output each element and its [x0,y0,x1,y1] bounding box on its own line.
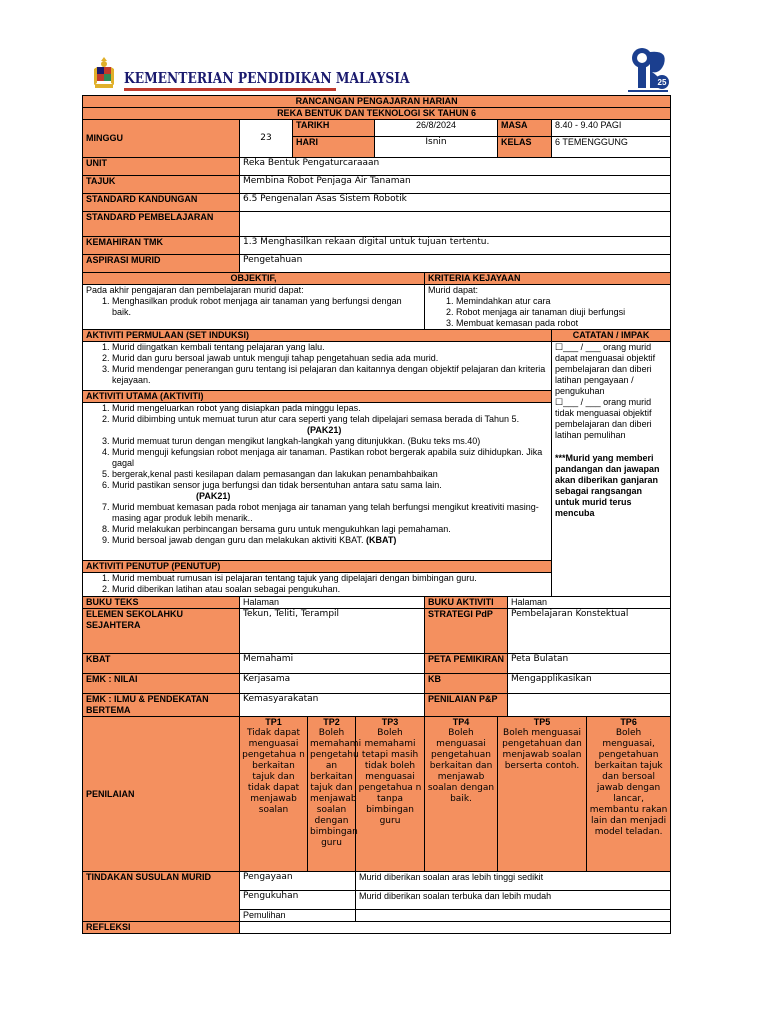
pak21-tag: (PAK21) [307,425,342,435]
penilaian-label: PENILAIAN [83,717,240,872]
lesson-plan-table [82,95,671,934]
permulaan-item: 1. Murid diingatkan kembali tentang pelajaran yang lalu. [112,342,548,353]
penutup-list [86,573,548,595]
minggu-value: 23 [240,120,293,158]
title-row-1 [83,96,671,108]
kb-label: KB [425,674,508,694]
tp6-cell: TP6 Boleh menguasai, pengetahuan berkaitan tajuk dan bersoal jawab dengan lancar, membantu rakan lain dan menjadi model teladan. [587,717,671,872]
tindakan-value: Murid diberikan soalan terbuka dan lebih mudah [356,891,671,910]
emk-ilmu-label: EMK : ILMU & PENDEKATAN BERTEMA [83,694,240,717]
tindakan-row-1 [83,872,671,891]
logo-number: 25 [657,78,667,87]
utama-item: 7. Murid membuat kemasan pada robot menjaga air tanaman yang telah berfungsi mengikut kreativiti masing-masing agar produk lebih menarik.. [112,502,548,524]
penutup-label: AKTIVITI PENUTUP (PENUTUP) [83,561,552,573]
kbat-value: Memahami [240,654,425,674]
emk-nilai-label: EMK : NILAI [83,674,240,694]
objektif-item: 1. Menghasilkan produk robot menjaga air tanaman yang berfungsi dengan baik. [112,296,421,318]
tindakan-value: Murid diberikan soalan aras lebih tinggi sedikit [356,872,671,891]
title-row-2 [83,108,671,120]
tindakan-key: Pemulihan [240,910,356,922]
refleksi-value [240,922,671,934]
penilaian-pp-value [508,694,671,717]
catatan-line-2: ☐___ / ___ orang murid tidak menguasai objektif pembelajaran dan diberi latihan pemulihan [555,397,652,440]
aspirasi-value: Pengetahuan [240,255,671,273]
malaysia-crest-icon [92,55,116,91]
unit-row [83,158,671,176]
tindakan-key: Pengukuhan [240,891,356,910]
refleksi-label: REFLEKSI [83,922,240,934]
sp-row [83,212,671,237]
tmk-row [83,237,671,255]
sk-value: 6.5 Pengenalan Asas Sistem Robotik [240,194,671,212]
minggu-label: MINGGU [83,120,240,158]
tajuk-value: Membina Robot Penjaga Air Tanaman [240,176,671,194]
penutup-item: 2. Murid diberikan latihan atau soalan sebagai pengukuhan. [112,584,548,595]
ministry-underline [124,88,336,91]
kb-value: Mengapplikasikan [508,674,671,694]
tindakan-label: TINDAKAN SUSULAN MURID [83,872,240,922]
objektif-intro: Pada akhir pengajaran dan pembelajaran murid dapat: [86,285,304,295]
esk-row [83,609,671,654]
aspirasi-row [83,255,671,273]
permulaan-list [86,342,548,386]
penutup-item: 1. Murid membuat rumusan isi pelajaran tentang tajuk yang dipelajari dengan bimbingan guru. [112,573,548,584]
aspirasi-label: ASPIRASI MURID [83,255,240,273]
tp2-cell: TP2 Boleh memahami pengetahu an berkaitan tajuk dan menjawab soalan dengan bimbingan guru [308,717,356,872]
buku-teks-label: BUKU TEKS [83,597,240,609]
buku-teks-value: Halaman [240,597,425,609]
utama-item: 3. Murid memuat turun dengan mengikut langkah-langkah yang ditunjukkan. (Buku teks ms.40) [112,436,548,447]
tarikh-value: 26/8/2024 [375,120,498,137]
buku-row [83,597,671,609]
strategi-label: STRATEGI PdP [425,609,508,654]
tarikh-label: TARIKH [293,120,375,137]
esk-value: Tekun, Teliti, Terampil [240,609,425,654]
tindakan-key: Pengayaan [240,872,356,891]
permulaan-row [83,342,671,391]
kriteria-content [425,285,671,330]
permulaan-header-row [83,330,671,342]
catatan-content [552,342,671,597]
kriteria-intro: Murid dapat: [428,285,479,295]
masa-label: MASA [498,120,552,137]
pak21-tag: (PAK21) [196,491,231,501]
utama-item: 5. bergerak,kenal pasti kesilapan dalam pemasangan dan lakukan penambahbaikan [112,469,548,480]
minggu-row [83,120,671,137]
utama-label: AKTIVITI UTAMA (AKTIVITI) [83,391,552,403]
ministry-title: KEMENTERIAN PENDIDIKAN MALAYSIA [124,69,410,87]
emk-nilai-value: Kerjasama [240,674,425,694]
utama-item: 4. Murid menguji kefungsian robot menjaga air tanaman. Pastikan robot bergerak apabila suiz dihidupkan. Jika gagal [112,447,548,469]
school-logo-icon [624,44,672,94]
unit-value: Reka Bentuk Pengaturcaraaan [240,158,671,176]
esk-label: ELEMEN SEKOLAHKU SEJAHTERA [83,609,240,654]
objektif-list [86,296,421,318]
buku-aktiviti-value: Halaman [508,597,671,609]
tajuk-row [83,176,671,194]
objektif-label: OBJEKTIF, [83,273,425,285]
page-header [0,0,768,95]
objektif-content [83,285,425,330]
kriteria-label: KRITERIA KEJAYAAN [425,273,671,285]
masa-value: 8.40 - 9.40 PAGI [552,120,671,137]
emk-nilai-row [83,674,671,694]
permulaan-item: 2. Murid dan guru bersoal jawab untuk menguji tahap pengetahuan sedia ada murid. [112,353,548,364]
tmk-value: 1.3 Menghasilkan rekaan digital untuk tujuan tertentu. [240,237,671,255]
tmk-label: KEMAHIRAN TMK [83,237,240,255]
unit-label: UNIT [83,158,240,176]
utama-item: 6. Murid pastikan sensor juga berfungsi dan tidak bersentuhan antara satu sama lain. (PAK21) [112,480,548,502]
sk-label: STANDARD KANDUNGAN [83,194,240,212]
catatan-line-1: ☐___ / ___ orang murid dapat menguasai objektif pembelajaran dan diberi latihan pengayaan / pengukuhan [555,342,656,396]
sp-value [240,212,671,237]
utama-item: 1. Murid mengeluarkan robot yang disiapkan pada minggu lepas. [112,403,548,414]
emk-ilmu-row [83,694,671,717]
permulaan-label: AKTIVITI PERMULAAN (SET INDUKSI) [83,330,552,342]
utama-item: 9. Murid bersoal jawab dengan guru dan melakukan aktiviti KBAT. (KBAT) [112,535,548,546]
penilaian-row [83,717,671,872]
tp5-cell: TP5 Boleh menguasai pengetahuan dan menjawab soalan berserta contoh. [498,717,587,872]
utama-item: 2. Murid dibimbing untuk memuat turun atur cara seperti yang telah dipelajari semasa berada di Tahun 5. (PAK21) [112,414,548,436]
kriteria-item: 2. Robot menjaga air tanaman diuji berfungsi [456,307,667,318]
hari-label: HARI [293,137,375,158]
sp-label: STANDARD PEMBELAJARAN [83,212,240,237]
kbat-row [83,654,671,674]
kbat-label: KBAT [83,654,240,674]
tindakan-value [356,910,671,922]
emk-ilmu-value: Kemasyarakatan [240,694,425,717]
hari-value: Isnin [375,137,498,158]
objektif-header-row [83,273,671,285]
penutup-content [83,573,552,597]
utama-item: 8. Murid melakukan perbincangan bersama guru untuk mengukuhkan lagi pemahaman. [112,524,548,535]
peta-value: Peta Bulatan [508,654,671,674]
plan-title: RANCANGAN PENGAJARAN HARIAN [83,96,671,108]
kelas-label: KELAS [498,137,552,158]
sk-row [83,194,671,212]
peta-label: PETA PEMIKIRAN [425,654,508,674]
tp4-cell: TP4 Boleh menguasai pengetahuan berkaitan dan menjawab soalan dengan baik. [425,717,498,872]
kriteria-item: 3. Membuat kemasan pada robot [456,318,667,329]
objektif-row [83,285,671,330]
refleksi-row [83,922,671,934]
permulaan-content [83,342,552,391]
catatan-note: ***Murid yang memberi pandangan dan jawapan akan diberikan ganjaran sebagai rangsangan untuk murid terus mencuba [555,453,660,518]
tp1-cell: TP1 Tidak dapat menguasai pengetahua n berkaitan tajuk dan tidak dapat menjawab soalan [240,717,308,872]
subject-title: REKA BENTUK DAN TEKNOLOGI SK TAHUN 6 [83,108,671,120]
catatan-label: CATATAN / IMPAK [552,330,671,342]
tajuk-label: TAJUK [83,176,240,194]
buku-aktiviti-label: BUKU AKTIVITI [425,597,508,609]
kbat-tag: (KBAT) [366,535,397,545]
kelas-value: 6 TEMENGGUNG [552,137,671,158]
kriteria-item: 1. Memindahkan atur cara [456,296,667,307]
penilaian-pp-label: PENILAIAN P&P [425,694,508,717]
utama-list [86,403,548,546]
tp3-cell: TP3 Boleh memahami tetapi masih tidak boleh menguasai pengetahua n tanpa bimbingan guru [356,717,425,872]
utama-content [83,403,552,561]
kriteria-list [428,296,667,329]
permulaan-item: 3. Murid mendengar penerangan guru tentang isi pelajaran dan kaitannya dengan objektif pelajaran dan kriteria kejayaan. [112,364,548,386]
strategi-value: Pembelajaran Konstektual [508,609,671,654]
